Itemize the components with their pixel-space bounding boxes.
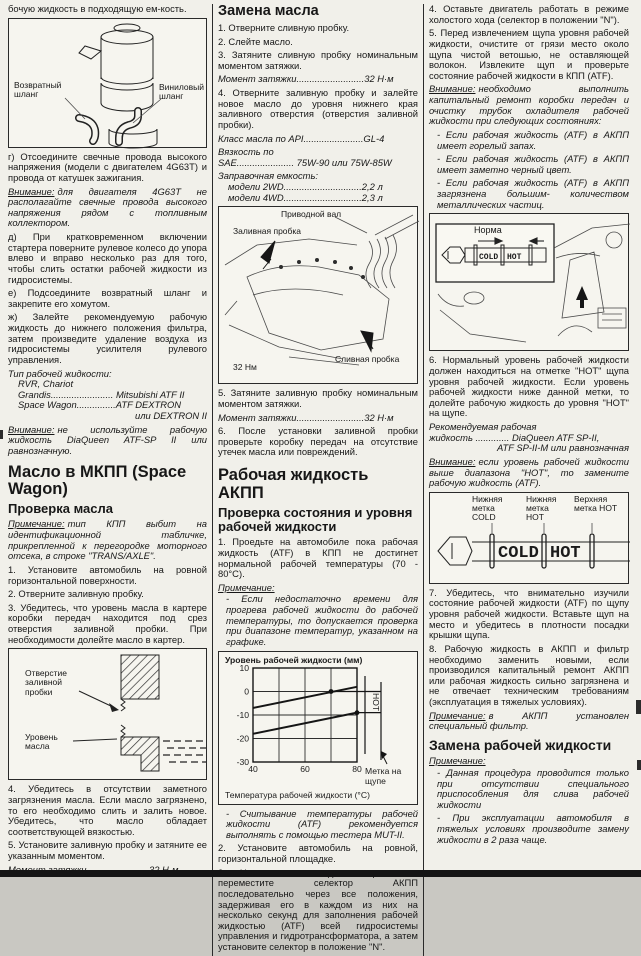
step-item: 3. Затяните сливную пробку номинальным моментом затяжки.: [218, 49, 418, 71]
step-item: 2. Установите автомобиль на ровной, горизонтальной площадке.: [218, 842, 418, 865]
cold-text: COLD: [498, 543, 539, 563]
warning-label: Внимание:: [429, 455, 476, 467]
column-left: [3, 4, 212, 956]
cold-lower-mark: [490, 534, 494, 568]
reservoir-body: [101, 37, 153, 111]
figure-dipstick-marks: [429, 492, 629, 584]
page-bottom-edge: [0, 870, 641, 877]
fill-plug-label: Заливная пробка: [233, 226, 302, 237]
warning-bullet: - Если рабочая жидкость (ATF) в АКПП загрязнена большим- количеством металлических частиц.: [437, 177, 629, 210]
warning-text: не используйте рабочую жидкость DiaQueen ATF-SP II или равнозначную.: [8, 423, 207, 456]
atf-level-chart: [219, 652, 420, 801]
warning-bullet: - Если рабочая жидкость (ATF) в АКПП имеет горелый запах.: [437, 128, 629, 151]
reservoir-spout: [79, 46, 101, 59]
step-item: 4. Оставьте двигатель работать в режиме холостого хода (селектор в положении "N").: [429, 3, 629, 25]
hot-lower-mark-label: Нижняя метка HOT: [526, 493, 557, 523]
capacity-4wd: модели 4WD..............................2,3 л: [228, 191, 383, 203]
oil-level-dashes: [163, 741, 206, 762]
step-item: 6. Нормальный уровень рабочей жидкости должен находиться на отметке "HOT" щупа уровня рабочей жидкости. Если уровень рабочей жидкости ниже данной метки, то долейте рабочую жидкость до уровня "HOT" на щупе.: [429, 354, 629, 419]
step-item: 6. После установки заливной пробки проверьте коробку передач на отсутствие утечек масла или повреждений.: [218, 425, 418, 458]
chart-point: [329, 689, 334, 694]
figure-atf-level-chart: [218, 651, 418, 805]
gearbox-bolts: [279, 258, 365, 279]
step-zh: ж) Залейте рекомендуемую рабочую жидкость до нижнего положения фильтра, затем произведите удаление воздуха из гидросистемы усилителя рулевого управления.: [8, 311, 207, 365]
paragraph-continuation: бочую жидкость в подходящую ем-кость.: [8, 3, 187, 14]
step-item: 5. Затяните заливную пробку номинальным моментом затяжки.: [218, 387, 418, 409]
hot-text: HOT: [550, 543, 581, 563]
step-item: 1. Отверните сливную пробку.: [218, 21, 350, 33]
step-e: е) Подсоедините возвратный шланг и закрепите его хомутом.: [8, 287, 207, 309]
warning-text: необходимо выполнить капитальный ремонт коробки передач и очистку трубок охладителя рабочей жидкости при следующих состояниях:: [429, 83, 629, 127]
thread-zigzag: [121, 699, 125, 737]
warning-label: Внимание:: [8, 185, 55, 197]
step-item: 1. Установите автомобиль на ровной горизонтальной поверхности.: [8, 563, 207, 586]
dipstick-mark-annotation: щупе: [365, 775, 386, 786]
torque-spec: Момент затяжки..........................32 Н·м: [218, 411, 394, 423]
step-item: 3. Убедитесь, что уровень масла в картере коробки передач находится под срез отверстия заливной пробки. При необходимости долейте масло в картер.: [8, 601, 207, 645]
warning-label: Внимание:: [429, 83, 476, 95]
subsection-title-atf-check: Проверка состояния и уровня рабочей жидкости: [218, 504, 413, 534]
warning-note: [8, 425, 207, 457]
chart-point: [355, 710, 360, 715]
chart-ytick: -30: [236, 756, 249, 767]
reservoir-cap: [114, 24, 140, 32]
warning-text: для двигателя 4G63T не располагайте свечные провода высокого напряжения рядом с топливным коллектором.: [8, 185, 207, 229]
page-columns: [3, 4, 639, 956]
drive-shaft-label: Приводной вал: [281, 209, 342, 220]
engine-illustration: [430, 214, 631, 347]
case-wall-lower: [121, 737, 159, 771]
chart-xtick: 80: [352, 763, 362, 774]
warning-note: [429, 84, 629, 127]
note-bullet: - При эксплуатации автомобиля в тяжелых условиях производите замену жидкости в 2 раза чаще.: [437, 812, 629, 845]
chart-xtick: 60: [300, 763, 310, 774]
fluid-type-line: или DEXTRON II: [135, 410, 207, 421]
scan-artifact: [637, 760, 641, 770]
step-item: 8. Рабочую жидкость в АКПП и фильтр необходимо заменить новыми, если производился капитальный ремонт АКПП или рабочая жидкость сильно загрязнена и не отвечает техническим требованиям (эксплуатация в тяжелых условиях).: [429, 642, 629, 707]
section-title-mt-oil: Масло в МКПП (Space Wagon): [8, 462, 187, 499]
figure-gearbox: [218, 206, 418, 384]
subsection-title-oil-check: Проверка масла: [8, 501, 113, 517]
note-label: Примечание:: [429, 755, 486, 767]
arrowhead-hole: [109, 703, 119, 712]
warning-text: если уровень рабочей жидкости выше диапазона "HOT", то замените рабочую жидкость (ATF).: [429, 455, 629, 489]
note-label: Примечание:: [218, 581, 275, 593]
step-item: 4. Отверните заливную пробку и залейте новое масло до уровня нижнего края заливного отверстия (отверстия заливной пробки).: [218, 87, 418, 130]
column-right: [423, 4, 634, 956]
oil-level-label: Уровень масла: [25, 732, 58, 752]
chart-ytick: 0: [244, 686, 249, 697]
mini-hot-text: HOT: [507, 253, 522, 263]
drain-plug-label: Сливная пробка: [335, 354, 400, 365]
fill-plug-arrow: [261, 241, 275, 269]
step-d: д) При кратковременном включении стартера поверните рулевое колесо до упора влево и вправо несколько раз для того, чтобы слить остатки рабочей жидкости из гидросистемы.: [8, 231, 207, 285]
note-heading: [429, 756, 629, 767]
note: [429, 711, 629, 732]
drain-plug-arrow: [361, 331, 373, 351]
hot-upper-mark: [590, 534, 594, 568]
note-bullet: - Считывание температуры рабочей жидкости (ATF) рекомендуется выполнять с помощью тестера MUT-II.: [226, 807, 418, 840]
leader-arrow-hole: [79, 691, 113, 707]
fluid-type-heading: Тип рабочей жидкости:: [8, 367, 112, 379]
note-label: Примечание:: [8, 518, 65, 530]
note-bullet: - Если недостаточно времени для прогрева рабочей жидкости до рабочей температуры, то допускается проверка при диапазоне температур, указанном на графике.: [226, 593, 418, 647]
step-item: 2. Отверните заливную пробку.: [8, 588, 144, 600]
warning-label: Внимание:: [8, 423, 55, 435]
note-label: Примечание:: [429, 709, 486, 721]
step-item: переместите селектор АКПП последовательно через все положения, задерживая его в каждом из них на несколько секунд для заполнения рабочей жидкостью (ATF) всей гидросистемы управления и гидротрансформатора, а затем установите селектор в положение "N".: [218, 877, 418, 953]
viscosity-spec: Вязкость по: [218, 146, 274, 158]
figure-filler-plug: [8, 648, 207, 780]
scan-artifact: [636, 700, 641, 714]
fluid-type-line: RVR, Chariot: [18, 378, 74, 390]
note: [8, 519, 207, 562]
reservoir-vinyl-hose-label: Виниловый шланг: [159, 81, 205, 101]
capacity-heading: Заправочная емкость:: [218, 170, 318, 182]
torque-spec: Момент затяжки..........................32 Н·м: [218, 73, 394, 85]
dipstick-mark-annotation: Метка на: [365, 765, 402, 776]
step-item: 5. Перед извлечением щупа уровня рабочей жидкости, очистите от грязи место около щупа чистой ветошью, не оставляющей волокон. Извлеките щуп и проверьте состояние рабочей жидкости в КПП (ATF).: [429, 27, 629, 81]
viscosity-spec-value: SAE...................... 75W-90 или 75W-85W: [218, 156, 392, 168]
norm-label: Норма: [474, 225, 502, 236]
recommended-fluid-heading: Рекомендуемая рабочая: [429, 421, 537, 432]
oil-class-spec: Класс масла по API.......................GL-4: [218, 132, 385, 144]
subsection-title-fluid-change: Замена рабочей жидкости: [429, 736, 612, 753]
note-bullet: - Данная процедура проводится только при отсутствии специального приспособления для слива рабочей жидкости: [437, 766, 629, 810]
chart-ytick: -10: [236, 709, 249, 720]
gearbox-sketch: [225, 215, 419, 365]
recommended-fluid-value: жидкость ............. DiaQueen ATF SP-II,: [429, 431, 600, 443]
gearbox-torque-label: 32 Нм: [233, 362, 257, 373]
warning-note: [429, 457, 629, 489]
warning-bullet: - Если рабочая жидкость (ATF) в АКПП имеет заметно черный цвет.: [437, 153, 629, 175]
warning-note: [8, 187, 207, 230]
hot-mark-text: НОТ: [371, 692, 381, 711]
cold-lower-mark-label: Нижняя метка COLD: [472, 493, 503, 523]
section-title-atf: Рабочая жидкость АКПП: [218, 466, 369, 502]
note-text: в АКПП установлен специальный фильтр.: [429, 709, 629, 732]
fluid-type-line: Space Wagon...............ATF DEXTRON: [18, 399, 182, 411]
figure-reservoir: [8, 18, 207, 148]
leader-line-shaft: [335, 217, 367, 233]
reservoir-return-hose-label: Возвратный шланг: [14, 79, 62, 99]
note-heading: [218, 583, 418, 594]
hot-lower-mark: [542, 534, 546, 568]
chart-ytick: 10: [239, 662, 249, 673]
hot-upper-mark-label: Верхняя метка HOT: [574, 493, 618, 513]
column-middle: [212, 4, 423, 956]
chart-xlabel: Температура рабочей жидкости (°С): [225, 789, 370, 800]
step-item: 4. Убедитесь в отсутствии заметного загрязнения масла. Если масло загрязнено, то его необходимо слить и залить новое. Убедитесь, что масло обладает соответствующей вязкостью.: [8, 783, 207, 837]
dipstick-handle: [438, 537, 472, 565]
chart-ytick: -20: [236, 733, 249, 744]
dipstick-location-arrow: [576, 286, 588, 308]
subsection-title-oil-change: Замена масла: [218, 3, 319, 19]
step-item: 2. Слейте масло.: [218, 35, 293, 47]
fluid-type-line: Grandis........................ Mitsubishi ATF II: [18, 388, 185, 400]
step-item: 1. Проедьте на автомобиле пока рабочая жидкость (ATF) в КПП не достигнет нормальной рабочей температуры (70 - 80°С).: [218, 536, 418, 580]
scan-artifact: [0, 430, 3, 439]
step-g: г) Отсоедините свечные провода высокого напряжения (модели с двигателем 4G63T) и провода от катушек зажигания.: [8, 150, 207, 183]
leader-line-level: [73, 739, 117, 741]
recommended-fluid-value2: ATF SP-II-M или равнозначная: [496, 442, 629, 454]
capacity-2wd: модели 2WD..............................2,2 л: [228, 181, 383, 193]
chart-title: Уровень рабочей жидкости (мм): [225, 654, 363, 665]
note-text: тип КПП выбит на идентификационной табличке, прикрепленной к перегородке моторного отсека, в строке "TRANS/AXLE".: [8, 518, 207, 562]
chart-xtick: 40: [248, 763, 258, 774]
filler-hole-label: Отверстие заливной пробки: [25, 668, 67, 697]
step-item: 7. Убедитесь, что внимательно изучили состояние рабочей жидкости (ATF) по щупу уровня рабочей жидкости. Вставьте щуп на место и убедитесь в плотности посадки крышки щупа.: [429, 586, 629, 641]
case-wall-upper: [121, 655, 159, 699]
step-item: 5. Установите заливную пробку и затяните ее указанным моментом.: [8, 839, 207, 862]
mini-cold-text: COLD: [479, 253, 499, 263]
leader-line-return: [65, 98, 85, 119]
figure-engine-dipstick-location: [429, 213, 629, 351]
